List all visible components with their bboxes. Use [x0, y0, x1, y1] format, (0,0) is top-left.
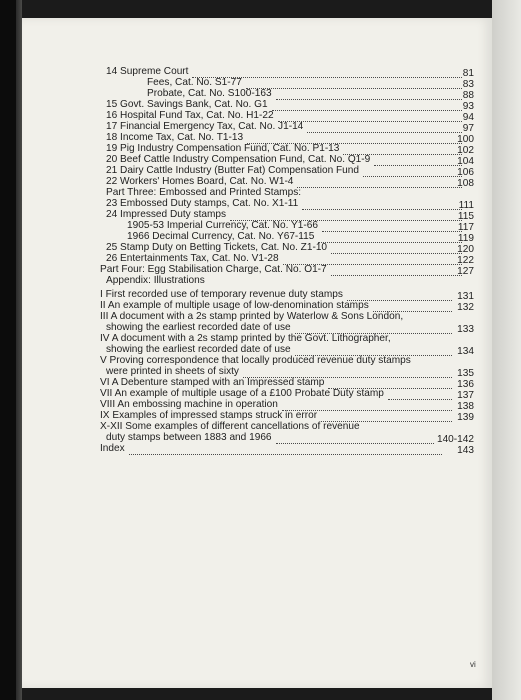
toc-entry-label: IX Examples of impressed stamps struck in error	[100, 410, 318, 421]
page-number: vi	[470, 660, 476, 669]
toc-entry-label: 25 Stamp Duty on Betting Tickets, Cat. No. Z1-10	[106, 242, 328, 253]
toc-entry-label: I First recorded use of temporary revenue duty stamps	[100, 289, 343, 300]
toc-entry-page: 81	[462, 68, 474, 79]
toc-entry-label: 19 Pig Industry Compensation Fund, Cat. No. P1-13	[106, 143, 340, 154]
book-page	[22, 18, 492, 688]
toc-entry-label: showing the earliest recorded date of use	[106, 322, 291, 333]
toc-entry-label: Part Four: Egg Stabilisation Charge, Cat. No. O1-7	[100, 264, 327, 275]
toc-entry-label: showing the earliest recorded date of use	[106, 344, 291, 355]
toc-entry-page: 97	[462, 123, 474, 134]
toc-entry-page: 102	[457, 145, 474, 156]
toc-entry-page: 94	[462, 112, 474, 123]
toc-entry-page: 134	[457, 346, 474, 357]
toc-entry-page: 143	[457, 445, 474, 456]
toc-entry-page: 93	[462, 101, 474, 112]
toc-entry-page: 88	[462, 90, 474, 101]
toc-entry-label: 24 Impressed Duty stamps	[106, 209, 227, 220]
toc-entry-label: VIII An embossing machine in operation	[100, 399, 278, 410]
toc-entry-page: 137	[457, 390, 474, 401]
toc-entry-page: 117	[457, 222, 474, 233]
toc-entry-page: 111	[458, 200, 474, 211]
toc-entry-page: 115	[457, 211, 474, 222]
toc-entry-label: Probate, Cat. No. S100-163	[147, 88, 272, 99]
toc-entry-label: duty stamps between 1883 and 1966	[106, 432, 272, 443]
toc-entry-label: 17 Financial Emergency Tax, Cat. No. J1-14	[106, 121, 304, 132]
toc-entry-page: 119	[457, 233, 474, 244]
toc-entry-label: 21 Dairy Cattle Industry (Butter Fat) Compensation Fund	[106, 165, 360, 176]
toc-entry-page: 140-142	[436, 434, 474, 445]
toc-entry	[22, 275, 474, 287]
toc-entry-label: 14 Supreme Court	[106, 66, 189, 77]
toc-entry-label: VI A Debenture stamped with an Impressed stamp	[100, 377, 325, 388]
toc-entry-page: 122	[457, 255, 474, 266]
toc-entry-label: Appendix: Illustrations	[106, 275, 205, 286]
toc-entry-page: 136	[457, 379, 474, 390]
toc-entry-label: VII An example of multiple usage of a £100 Probate Duty stamp	[100, 388, 384, 399]
toc-entry-label: 20 Beef Cattle Industry Compensation Fund, Cat. No. Q1-9	[106, 154, 371, 165]
toc-entry-label: Fees, Cat. No. S1-77	[147, 77, 242, 88]
toc-entry-label: V Proving correspondence that locally produced revenue duty stamps	[100, 355, 411, 366]
toc-entry-label: II An example of multiple usage of low-denomination stamps	[100, 300, 369, 311]
toc-entry-label: 22 Workers' Homes Board, Cat. No. W1-4	[106, 176, 294, 187]
toc-entry-page: 127	[457, 266, 474, 277]
toc-entry-page: 138	[457, 401, 474, 412]
toc-entry-label: 26 Entertainments Tax, Cat. No. V1-28	[106, 253, 279, 264]
toc-entry-label: IV A document with a 2s stamp printed by the Govt. Lithographer,	[100, 333, 391, 344]
toc-entry-label: Index	[100, 443, 125, 454]
toc-entry-page: 106	[457, 167, 474, 178]
toc-entry-page: 131	[457, 291, 474, 302]
toc-entry-label: 16 Hospital Fund Tax, Cat. No. H1-22	[106, 110, 274, 121]
adjacent-page-edge	[492, 0, 521, 700]
toc-entry-label: 15 Govt. Savings Bank, Cat. No. G1	[106, 99, 268, 110]
toc-entry-label: X-XII Some examples of different cancellations of revenue	[100, 421, 360, 432]
toc-entry-page: 100	[457, 134, 474, 145]
toc-entry-label: 23 Embossed Duty stamps, Cat. No. X1-11	[106, 198, 299, 209]
table-of-contents	[22, 18, 492, 688]
toc-entry-page: 108	[457, 178, 474, 189]
toc-entry-page: 132	[457, 302, 474, 313]
toc-entry-label: were printed in sheets of sixty	[106, 366, 239, 377]
toc-entry-page: 104	[457, 156, 474, 167]
toc-entry-label: III A document with a 2s stamp printed by Waterlow & Sons London,	[100, 311, 404, 322]
toc-entry-label: 1966 Decimal Currency, Cat. No. Y67-115	[127, 231, 315, 242]
toc-entry-page: 120	[457, 244, 474, 255]
toc-entry-label: Part Three: Embossed and Printed Stamps:	[106, 187, 302, 198]
toc-entry-page: 133	[457, 324, 474, 335]
book-binding	[0, 0, 16, 700]
toc-entry-page: 139	[457, 412, 474, 423]
toc-entry-label: 18 Income Tax, Cat. No. T1-13	[106, 132, 244, 143]
dot-leader	[129, 442, 442, 455]
toc-entry-page: 83	[462, 79, 474, 90]
toc-entry	[22, 443, 474, 455]
toc-entry-label: 1905-53 Imperial Currency, Cat. No. Y1-66	[127, 220, 318, 231]
toc-entry-page: 135	[457, 368, 474, 379]
